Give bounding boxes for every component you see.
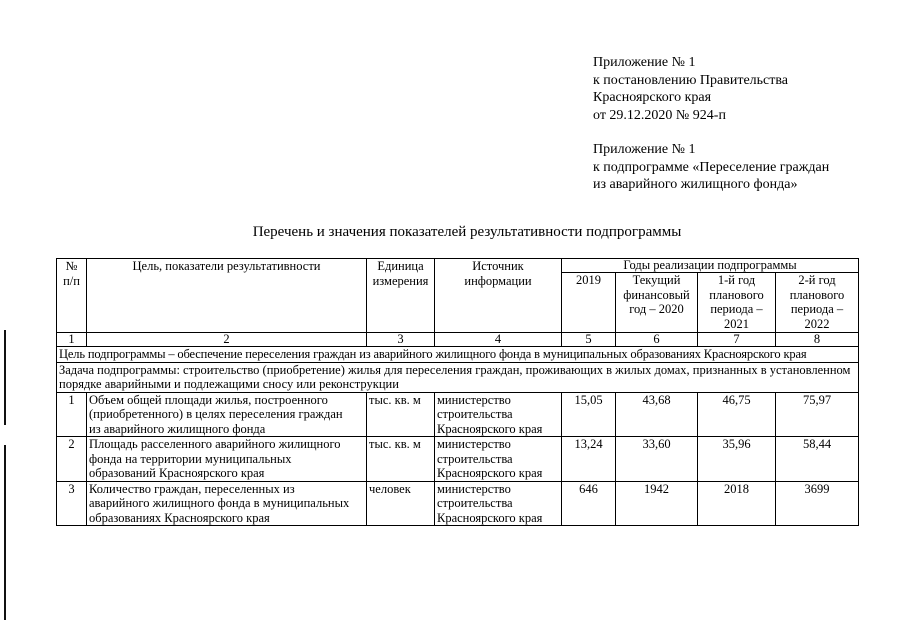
- indicator-name-line: Объем общей площади жилья, построенного: [89, 392, 328, 407]
- indicator-name-line: Площадь расселенного аварийного жилищного: [89, 437, 341, 451]
- row-number: 2: [57, 437, 87, 482]
- value-2020: 1942: [616, 481, 698, 526]
- header-text: №: [65, 259, 78, 273]
- scan-edge-line: [4, 445, 6, 620]
- appendix-block-decree: [593, 54, 788, 124]
- header-text: Источник: [472, 259, 524, 273]
- header-text: финансовый: [623, 287, 690, 302]
- column-number: 8: [776, 333, 859, 347]
- value-2020: 43,68: [616, 392, 698, 437]
- source-line: строительства: [437, 496, 513, 510]
- header-text: Единица: [377, 259, 424, 273]
- value-2022: 58,44: [776, 437, 859, 482]
- column-number: 4: [435, 333, 562, 347]
- indicator-name-line: фонда на территории муниципальных: [89, 451, 292, 466]
- source-line: Красноярского края: [437, 421, 543, 436]
- source-line: строительства: [437, 451, 513, 466]
- indicator-name-line: образованиях Красноярского края: [89, 510, 270, 525]
- appendix-line: Приложение № 1: [593, 55, 696, 70]
- document-title: Перечень и значения показателей результативности подпрограммы: [252, 224, 682, 240]
- table-row: [57, 437, 859, 482]
- header-num: [57, 259, 87, 333]
- value-2021: 46,75: [698, 392, 776, 437]
- source-line: Красноярского края: [437, 466, 543, 480]
- task-text: Задача подпрограммы: строительство (приобретение) жилья для переселения граждан, проживающих в жилых домах, признанных в установленном порядке аварийными и подлежащими сносу или реконструкции: [57, 362, 859, 392]
- goal-text: Цель подпрограммы – обеспечение переселения граждан из аварийного жилищного фонда в муниципальных образованиях Красноярского края: [57, 347, 859, 363]
- column-number: 2: [87, 333, 367, 347]
- source-line: строительства: [437, 407, 513, 421]
- header-text: измерения: [372, 273, 429, 288]
- header-text: периода –: [790, 302, 844, 316]
- table-header-row: [57, 259, 859, 273]
- header-text: год – 2020: [629, 302, 684, 316]
- value-2021: 35,96: [698, 437, 776, 482]
- header-source: [435, 259, 562, 333]
- value-2022: 3699: [776, 481, 859, 526]
- appendix-line: к постановлению Правительства: [593, 72, 789, 88]
- column-number: 6: [616, 333, 698, 347]
- header-2019: 2019: [562, 273, 616, 333]
- header-text: планового: [709, 287, 764, 302]
- header-text: Цель, показатели результативности: [132, 259, 321, 273]
- header-goal: [87, 259, 367, 333]
- value-2022: 75,97: [776, 392, 859, 437]
- value-2019: 15,05: [562, 392, 616, 437]
- header-years-group: Годы реализации подпрограммы: [562, 259, 859, 273]
- indicator-source: [435, 481, 562, 526]
- appendix-block-subprogram: [593, 141, 829, 194]
- header-text: Текущий: [632, 273, 681, 287]
- header-current-year: [616, 273, 698, 333]
- table-row: [57, 481, 859, 526]
- column-number: 5: [562, 333, 616, 347]
- header-plan-year-1: [698, 273, 776, 333]
- header-unit: [367, 259, 435, 333]
- indicator-name-line: Количество граждан, переселенных из: [89, 481, 295, 496]
- source-line: министерство: [437, 481, 511, 496]
- indicator-name-line: из аварийного жилищного фонда: [89, 421, 266, 436]
- source-line: министерство: [437, 392, 511, 407]
- value-2020: 33,60: [616, 437, 698, 482]
- header-text: 2021: [724, 316, 749, 331]
- column-number: 3: [367, 333, 435, 347]
- value-2019: 646: [562, 481, 616, 526]
- header-text: периода –: [710, 302, 763, 316]
- appendix-line: к подпрограмме «Переселение граждан: [593, 159, 830, 175]
- column-number: 7: [698, 333, 776, 347]
- indicator-name: [87, 437, 367, 482]
- column-number: 1: [57, 333, 87, 347]
- source-line: Красноярского края: [437, 510, 543, 525]
- indicator-unit: человек: [367, 481, 435, 526]
- header-text: 2022: [804, 316, 830, 331]
- source-line: министерство: [437, 437, 511, 451]
- column-number-row: [57, 333, 859, 347]
- appendix-line: из аварийного жилищного фонда»: [593, 177, 798, 192]
- appendix-line: Красноярского края: [593, 90, 712, 105]
- indicator-unit: тыс. кв. м: [367, 437, 435, 482]
- indicator-name: [87, 392, 367, 437]
- header-text: планового: [789, 287, 845, 302]
- header-text: 1-й год: [717, 273, 756, 287]
- indicators-table: [56, 258, 859, 526]
- indicator-unit: тыс. кв. м: [367, 392, 435, 437]
- indicator-name-line: образований Красноярского края: [89, 466, 265, 480]
- indicator-source: [435, 437, 562, 482]
- value-2021: 2018: [698, 481, 776, 526]
- header-text: информации: [464, 273, 532, 288]
- table-row: [57, 392, 859, 437]
- row-number: 1: [57, 392, 87, 437]
- scan-edge-line: [4, 330, 6, 425]
- header-text: п/п: [63, 273, 80, 288]
- row-number: 3: [57, 481, 87, 526]
- indicator-source: [435, 392, 562, 437]
- header-plan-year-2: [776, 273, 859, 333]
- value-2019: 13,24: [562, 437, 616, 482]
- appendix-line: от 29.12.2020 № 924-п: [593, 107, 726, 123]
- header-text: 2-й год: [798, 273, 836, 287]
- task-row: [57, 362, 859, 392]
- appendix-line: Приложение № 1: [593, 142, 696, 157]
- indicator-name-line: (приобретенного) в целях переселения граждан: [89, 407, 343, 421]
- goal-row: [57, 347, 859, 363]
- indicator-name: [87, 481, 367, 526]
- indicator-name-line: аварийного жилищного фонда в муниципальных: [89, 496, 350, 510]
